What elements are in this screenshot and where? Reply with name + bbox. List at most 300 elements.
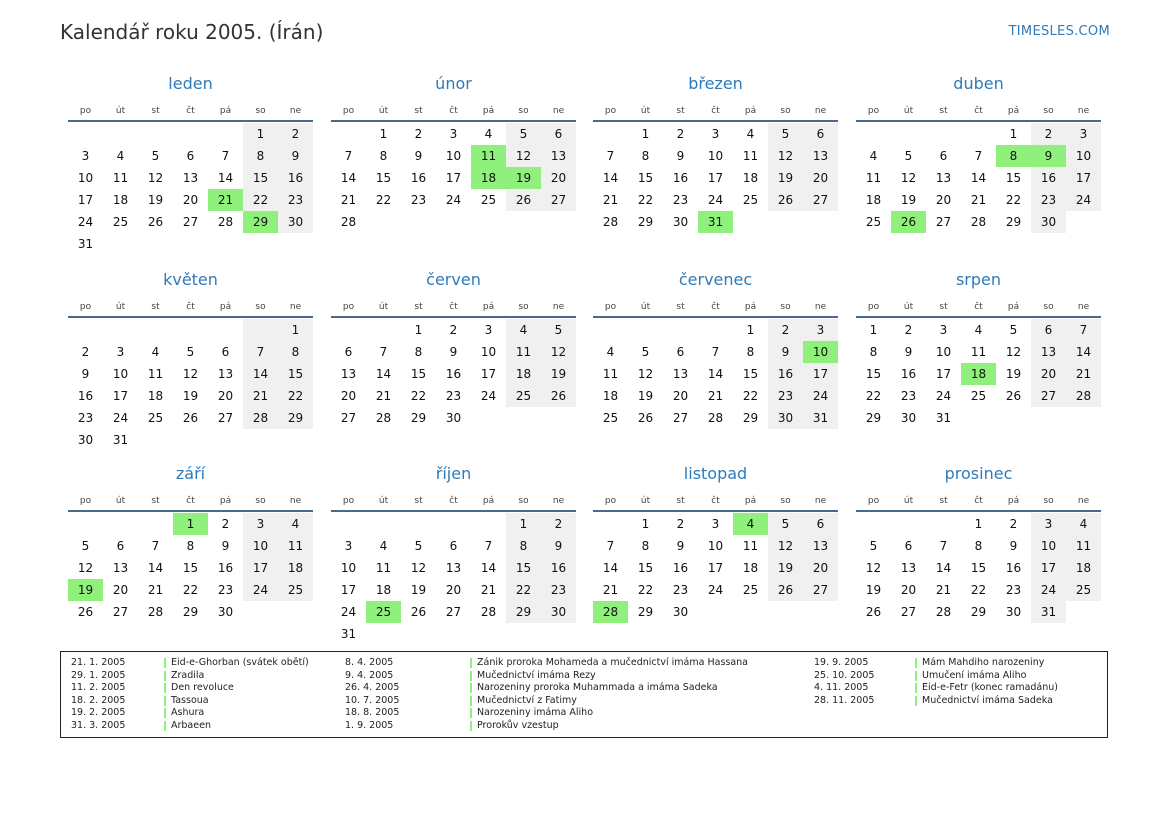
weekday-label: po [79,106,92,116]
day-cell: 18 [865,193,882,207]
day-cell: 9 [904,345,913,359]
day-cell: 3 [116,345,125,359]
day-cell: 18 [602,389,619,403]
weekday-label: st [676,496,685,506]
week-row [331,623,576,645]
weekday-label: ne [814,106,827,116]
day-cell: 25 [970,389,987,403]
legend-marker [470,708,472,718]
weekday-label: so [255,302,266,312]
day-cell: 16 [1031,167,1066,189]
holiday-day-cell: 11 [471,145,506,167]
week-row [331,407,576,429]
weekday-label: pá [482,496,495,506]
day-cell: 22 [278,385,313,407]
day-cell: 25 [506,385,541,407]
day-cell: 27 [182,215,199,229]
day-cell: 21 [970,193,987,207]
day-cell: 12 [865,561,882,575]
weekday-label: so [1043,302,1054,312]
legend-marker [164,721,166,731]
week-row [593,363,838,385]
weekday-header [856,492,1101,510]
day-cell: 28 [340,215,357,229]
day-cell: 21 [375,389,392,403]
day-cell: 26 [865,605,882,619]
day-cell: 28 [147,605,164,619]
day-cell: 1 [1009,127,1018,141]
weekday-label: ne [1077,106,1090,116]
weekday-label: út [903,302,914,312]
weekday-label: st [151,496,160,506]
legend-holiday-name: Mám Mahdiho narozeniny [922,657,1045,668]
week-row [331,513,576,535]
day-cell: 23 [410,193,427,207]
day-cell: 25 [742,583,759,597]
day-cell: 29 [506,601,541,623]
day-cell: 5 [904,149,913,163]
day-cell: 13 [541,145,576,167]
day-cell: 22 [375,193,392,207]
day-cell: 16 [445,367,462,381]
empty-day-cell [401,623,436,645]
empty-day-cell [733,601,768,623]
day-cell: 17 [707,171,724,185]
weekday-label: út [115,302,126,312]
legend-row [345,657,785,670]
month-8 [68,460,313,623]
day-cell: 27 [803,189,838,211]
legend-date: 10. 7. 2005 [345,694,400,706]
day-cell: 18 [375,583,392,597]
legend-date: 31. 3. 2005 [71,719,126,731]
day-cell: 1 [641,127,650,141]
day-cell: 20 [900,583,917,597]
day-cell: 5 [1009,323,1018,337]
day-cell: 13 [803,145,838,167]
day-cell: 27 [445,605,462,619]
day-cell: 12 [768,535,803,557]
weekday-header [68,492,313,510]
day-cell: 1 [379,127,388,141]
day-cell: 6 [676,345,685,359]
day-cell: 6 [116,539,125,553]
week-row [331,557,576,579]
legend-marker [164,658,166,668]
day-cell: 7 [151,539,160,553]
legend-row [345,695,785,708]
day-cell: 8 [974,539,983,553]
legend-holiday-name: Narozeniny proroka Muhammada a imáma Sadeka [477,682,718,694]
day-cell: 8 [641,539,650,553]
legend-marker [164,696,166,706]
empty-day-cell [926,513,961,535]
legend-date: 18. 2. 2005 [71,694,126,706]
day-cell: 25 [1066,579,1101,601]
day-cell: 23 [672,193,689,207]
month-name: říjen [435,464,472,483]
day-cell: 26 [77,605,94,619]
day-cell: 15 [865,367,882,381]
day-cell: 20 [1031,363,1066,385]
weekday-label: út [378,302,389,312]
week-row [593,167,838,189]
legend-row [345,670,785,683]
legend-row [345,720,785,733]
day-cell: 15 [506,557,541,579]
day-cell: 17 [935,367,952,381]
day-cell: 30 [672,215,689,229]
month-name: duben [953,74,1004,93]
weekday-label: čt [711,106,720,116]
day-cell: 3 [939,323,948,337]
empty-day-cell [1031,407,1066,429]
day-cell: 25 [480,193,497,207]
day-cell: 14 [1066,341,1101,363]
weekday-label: so [780,496,791,506]
empty-day-cell [926,123,961,145]
day-cell: 11 [506,341,541,363]
day-cell: 21 [147,583,164,597]
weekday-label: pá [219,106,232,116]
day-cell: 13 [672,367,689,381]
legend-date: 8. 4. 2005 [345,657,394,668]
day-cell: 9 [278,145,313,167]
day-cell: 23 [1005,583,1022,597]
weekday-label: st [151,106,160,116]
day-cell: 21 [935,583,952,597]
day-cell: 11 [375,561,392,575]
empty-day-cell [138,319,173,341]
day-cell: 4 [379,539,388,553]
holiday-day-cell: 28 [593,601,628,623]
legend-date: 9. 4. 2005 [345,669,394,681]
weekday-label: út [378,106,389,116]
weekday-header [331,298,576,316]
day-cell: 8 [641,149,650,163]
week-row [593,535,838,557]
legend-date: 19. 9. 2005 [814,657,869,668]
day-cell: 19 [410,583,427,597]
day-cell: 16 [217,561,234,575]
empty-day-cell [278,429,313,451]
day-cell: 1 [746,323,755,337]
day-cell: 4 [746,127,755,141]
legend-marker [164,683,166,693]
day-cell: 14 [707,367,724,381]
day-cell: 26 [768,189,803,211]
empty-day-cell [436,513,471,535]
day-cell: 21 [707,389,724,403]
day-cell: 4 [606,345,615,359]
holiday-day-cell: 21 [208,189,243,211]
day-cell: 13 [217,367,234,381]
legend-date: 25. 10. 2005 [814,669,875,681]
week-row [68,363,313,385]
weekday-label: po [604,302,617,312]
week-row [856,513,1101,535]
weekday-label: čt [186,496,195,506]
day-cell: 1 [278,319,313,341]
day-cell: 22 [742,389,759,403]
day-cell: 14 [935,561,952,575]
day-cell: 23 [672,583,689,597]
day-cell: 23 [77,411,94,425]
day-cell: 6 [904,539,913,553]
brand-link[interactable]: TIMESLES.COM [1008,24,1110,39]
week-row [68,211,313,233]
legend-date: 11. 2. 2005 [71,682,126,694]
day-cell: 3 [484,323,493,337]
week-row [68,535,313,557]
holiday-day-cell: 29 [243,211,278,233]
day-cell: 10 [935,345,952,359]
legend-row [345,682,785,695]
legend-marker [470,721,472,731]
day-cell: 23 [278,189,313,211]
weekday-label: pá [219,496,232,506]
weekday-label: čt [711,496,720,506]
day-cell: 12 [77,561,94,575]
legend-marker [915,671,917,681]
legend-holiday-name: Tassoua [171,694,209,706]
week-row [68,233,313,255]
empty-day-cell [593,123,628,145]
week-row [68,319,313,341]
day-cell: 23 [900,389,917,403]
day-cell: 16 [278,167,313,189]
month-0 [68,70,313,255]
month-name: únor [435,74,472,93]
weekday-label: st [414,496,423,506]
empty-day-cell [173,123,208,145]
weekday-label: st [939,302,948,312]
day-cell: 11 [278,535,313,557]
day-cell: 26 [182,411,199,425]
legend-date: 1. 9. 2005 [345,719,394,731]
holiday-day-cell: 19 [68,579,103,601]
day-cell: 24 [243,579,278,601]
day-cell: 31 [1031,601,1066,623]
day-cell: 19 [865,583,882,597]
empty-day-cell [366,211,401,233]
week-row [331,167,576,189]
day-cell: 6 [541,123,576,145]
day-cell: 10 [243,535,278,557]
week-row [68,407,313,429]
day-cell: 10 [1066,145,1101,167]
weekday-label: po [867,106,880,116]
day-cell: 30 [1031,211,1066,233]
day-cell: 13 [803,535,838,557]
empty-day-cell [278,601,313,623]
day-cell: 8 [278,341,313,363]
day-cell: 31 [935,411,952,425]
weekday-label: po [604,496,617,506]
weekday-label: út [115,106,126,116]
weekday-label: st [676,106,685,116]
day-cell: 4 [484,127,493,141]
day-cell: 12 [410,561,427,575]
day-cell: 20 [182,193,199,207]
day-cell: 12 [900,171,917,185]
week-row [856,211,1101,233]
week-row [593,385,838,407]
month-7 [856,266,1101,429]
day-cell: 7 [379,345,388,359]
day-cell: 6 [186,149,195,163]
weekday-label: pá [1007,106,1020,116]
empty-day-cell [138,123,173,145]
holiday-day-cell: 4 [733,513,768,535]
weekday-header [331,102,576,120]
day-cell: 24 [77,215,94,229]
day-cell: 17 [340,583,357,597]
empty-day-cell [138,429,173,451]
month-name: březen [688,74,743,93]
day-cell: 21 [602,193,619,207]
day-cell: 3 [711,517,720,531]
week-row [331,601,576,623]
day-cell: 13 [1031,341,1066,363]
day-cell: 12 [637,367,654,381]
weekday-label: pá [744,496,757,506]
day-cell: 5 [81,539,90,553]
empty-day-cell [856,123,891,145]
day-cell: 3 [344,539,353,553]
weekday-label: čt [449,496,458,506]
legend-row [345,707,785,720]
weekday-label: ne [552,302,565,312]
day-cell: 11 [742,539,759,553]
weekday-label: út [640,496,651,506]
day-cell: 24 [707,193,724,207]
day-cell: 16 [77,389,94,403]
day-cell: 12 [147,171,164,185]
day-cell: 3 [243,513,278,535]
day-cell: 11 [1066,535,1101,557]
day-cell: 23 [541,579,576,601]
day-cell: 26 [541,385,576,407]
day-cell: 15 [278,363,313,385]
weekday-label: po [867,496,880,506]
week-row [593,123,838,145]
day-cell: 6 [803,513,838,535]
weekday-label: ne [1077,302,1090,312]
day-cell: 4 [869,149,878,163]
day-cell: 20 [803,167,838,189]
legend-date: 19. 2. 2005 [71,707,126,719]
day-cell: 11 [112,171,129,185]
day-cell: 4 [116,149,125,163]
weekday-label: pá [482,106,495,116]
day-cell: 16 [768,363,803,385]
day-cell: 2 [904,323,913,337]
empty-day-cell [173,319,208,341]
week-row [856,123,1101,145]
day-cell: 29 [1005,215,1022,229]
empty-day-cell [173,429,208,451]
month-10 [593,460,838,623]
day-cell: 8 [379,149,388,163]
legend-marker [470,696,472,706]
day-cell: 31 [340,627,357,641]
empty-day-cell [138,233,173,255]
day-cell: 21 [480,583,497,597]
day-cell: 19 [637,389,654,403]
day-cell: 22 [182,583,199,597]
weekday-header [68,298,313,316]
day-cell: 26 [147,215,164,229]
weekday-header [593,102,838,120]
holiday-day-cell: 18 [471,167,506,189]
empty-day-cell [768,601,803,623]
day-cell: 8 [869,345,878,359]
day-cell: 18 [506,363,541,385]
day-cell: 17 [243,557,278,579]
day-cell: 30 [445,411,462,425]
day-cell: 5 [768,513,803,535]
week-row [331,579,576,601]
day-cell: 2 [1009,517,1018,531]
day-cell: 20 [672,389,689,403]
weekday-label: po [79,496,92,506]
empty-day-cell [243,233,278,255]
day-cell: 21 [1066,363,1101,385]
legend-date: 21. 1. 2005 [71,657,126,668]
legend-marker [915,683,917,693]
month-name: červenec [678,270,753,289]
empty-day-cell [541,407,576,429]
day-cell: 16 [1005,561,1022,575]
legend-holiday-name: Eid-e-Ghorban (svátek obětí) [171,657,309,668]
empty-day-cell [103,513,138,535]
day-cell: 25 [278,579,313,601]
week-row [331,123,576,145]
day-cell: 13 [340,367,357,381]
day-cell: 7 [606,149,615,163]
day-cell: 16 [541,557,576,579]
day-cell: 10 [707,539,724,553]
day-cell: 12 [541,341,576,363]
day-cell: 23 [217,583,234,597]
day-cell: 23 [445,389,462,403]
holiday-day-cell: 10 [803,341,838,363]
weekday-label: čt [186,106,195,116]
day-cell: 22 [410,389,427,403]
weekday-label: ne [1077,496,1090,506]
weekday-label: so [518,106,529,116]
weekday-label: po [604,106,617,116]
weekday-header [856,102,1101,120]
empty-day-cell [996,407,1031,429]
week-row [856,579,1101,601]
day-cell: 4 [151,345,160,359]
empty-day-cell [471,623,506,645]
empty-day-cell [663,319,698,341]
day-cell: 2 [449,323,458,337]
month-9 [331,460,576,645]
empty-day-cell [541,623,576,645]
day-cell: 14 [602,171,619,185]
day-cell: 15 [1005,171,1022,185]
day-cell: 9 [676,539,685,553]
day-cell: 7 [484,539,493,553]
week-row [331,341,576,363]
empty-day-cell [243,601,278,623]
day-cell: 14 [602,561,619,575]
holiday-legend [60,651,1108,738]
